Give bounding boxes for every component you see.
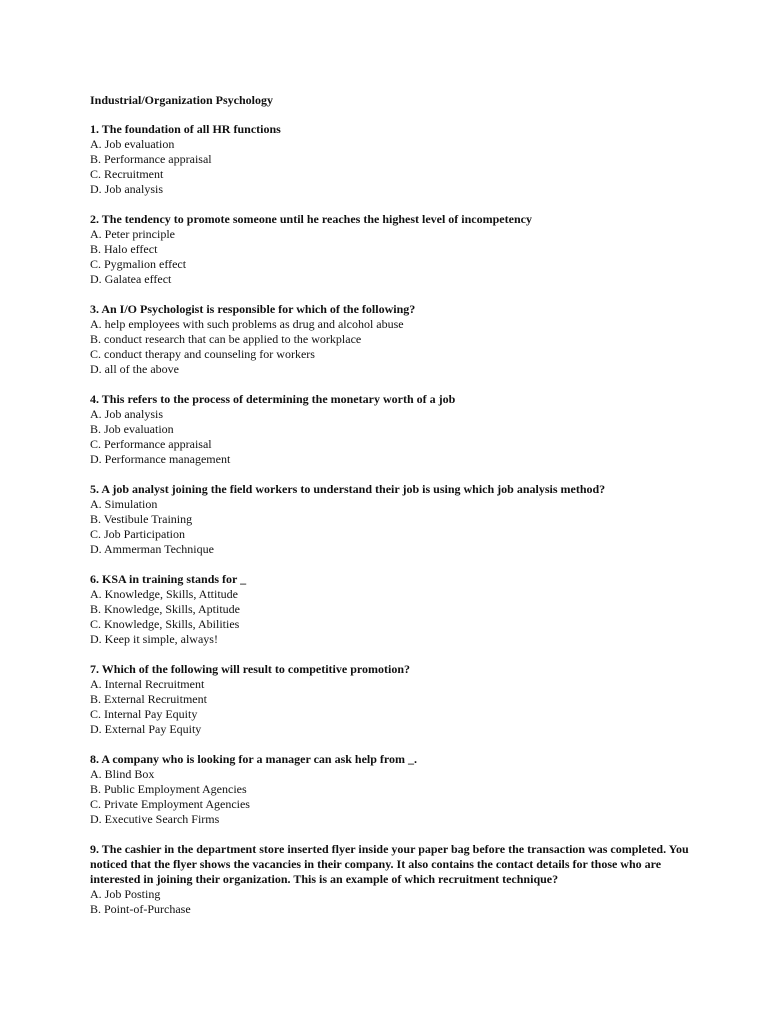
question-text: 6. KSA in training stands for _: [90, 572, 247, 586]
question-block: [90, 482, 690, 557]
answer-options: [90, 137, 690, 197]
question-block: [90, 122, 690, 197]
answer-options: [90, 497, 690, 557]
document-title: Industrial/Organization Psychology: [90, 93, 274, 107]
question-block: [90, 662, 690, 737]
answer-option: A. Internal Recruitment: [90, 677, 205, 691]
answer-option: B. Public Employment Agencies: [90, 782, 247, 796]
question-text: 4. This refers to the process of determining the monetary worth of a job: [90, 392, 456, 406]
answer-option: A. help employees with such problems as drug and alcohol abuse: [90, 317, 404, 331]
answer-option: A. Knowledge, Skills, Attitude: [90, 587, 238, 601]
answer-option: B. Vestibule Training: [90, 512, 193, 526]
question-block: [90, 752, 690, 827]
answer-option: B. Halo effect: [90, 242, 158, 256]
question-text: 3. An I/O Psychologist is responsible for which of the following?: [90, 302, 416, 316]
answer-option: C. Knowledge, Skills, Abilities: [90, 617, 240, 631]
answer-option: B. conduct research that can be applied to the workplace: [90, 332, 362, 346]
answer-option: D. Job analysis: [90, 182, 163, 196]
answer-option: C. conduct therapy and counseling for workers: [90, 347, 315, 361]
answer-options: [90, 587, 690, 647]
answer-option: A. Peter principle: [90, 227, 175, 241]
question-block: [90, 302, 690, 377]
document-page: [90, 93, 690, 932]
answer-option: D. Keep it simple, always!: [90, 632, 218, 646]
question-text: 2. The tendency to promote someone until he reaches the highest level of incompetency: [90, 212, 532, 226]
question-text: 5. A job analyst joining the field workers to understand their job is using which job analysis method?: [90, 482, 606, 496]
answer-option: C. Recruitment: [90, 167, 164, 181]
question-text: 1. The foundation of all HR functions: [90, 122, 281, 136]
question-block: [90, 392, 690, 467]
answer-option: B. Performance appraisal: [90, 152, 212, 166]
answer-option: D. Performance management: [90, 452, 231, 466]
answer-option: C. Job Participation: [90, 527, 185, 541]
question-block: [90, 572, 690, 647]
answer-option: C. Pygmalion effect: [90, 257, 187, 271]
answer-option: B. Job evaluation: [90, 422, 174, 436]
answer-option: D. all of the above: [90, 362, 179, 376]
answer-option: D. Galatea effect: [90, 272, 172, 286]
answer-options: [90, 767, 690, 827]
answer-option: C. Performance appraisal: [90, 437, 212, 451]
answer-option: A. Blind Box: [90, 767, 155, 781]
answer-option: B. External Recruitment: [90, 692, 207, 706]
answer-options: [90, 227, 690, 287]
answer-option: C. Private Employment Agencies: [90, 797, 250, 811]
answer-option: B. Knowledge, Skills, Aptitude: [90, 602, 240, 616]
answer-option: A. Job evaluation: [90, 137, 175, 151]
answer-option: A. Job Posting: [90, 887, 161, 901]
answer-options: [90, 677, 690, 737]
answer-option: C. Internal Pay Equity: [90, 707, 198, 721]
question-list: [90, 122, 690, 917]
question-text: 7. Which of the following will result to competitive promotion?: [90, 662, 410, 676]
answer-option: A. Job analysis: [90, 407, 163, 421]
answer-options: [90, 887, 690, 917]
question-block: [90, 842, 690, 917]
answer-options: [90, 407, 690, 467]
question-text: 8. A company who is looking for a manager can ask help from _.: [90, 752, 418, 766]
answer-options: [90, 317, 690, 377]
question-block: [90, 212, 690, 287]
question-text: 9. The cashier in the department store inserted flyer inside your paper bag before the transaction was completed. You noticed that the flyer shows the vacancies in their company. It also contains the contact details for those who are interested in joining their organization. This is an example of which recruitment technique?: [90, 842, 689, 886]
answer-option: D. External Pay Equity: [90, 722, 202, 736]
answer-option: B. Point-of-Purchase: [90, 902, 191, 916]
answer-option: A. Simulation: [90, 497, 158, 511]
answer-option: D. Ammerman Technique: [90, 542, 214, 556]
answer-option: D. Executive Search Firms: [90, 812, 220, 826]
